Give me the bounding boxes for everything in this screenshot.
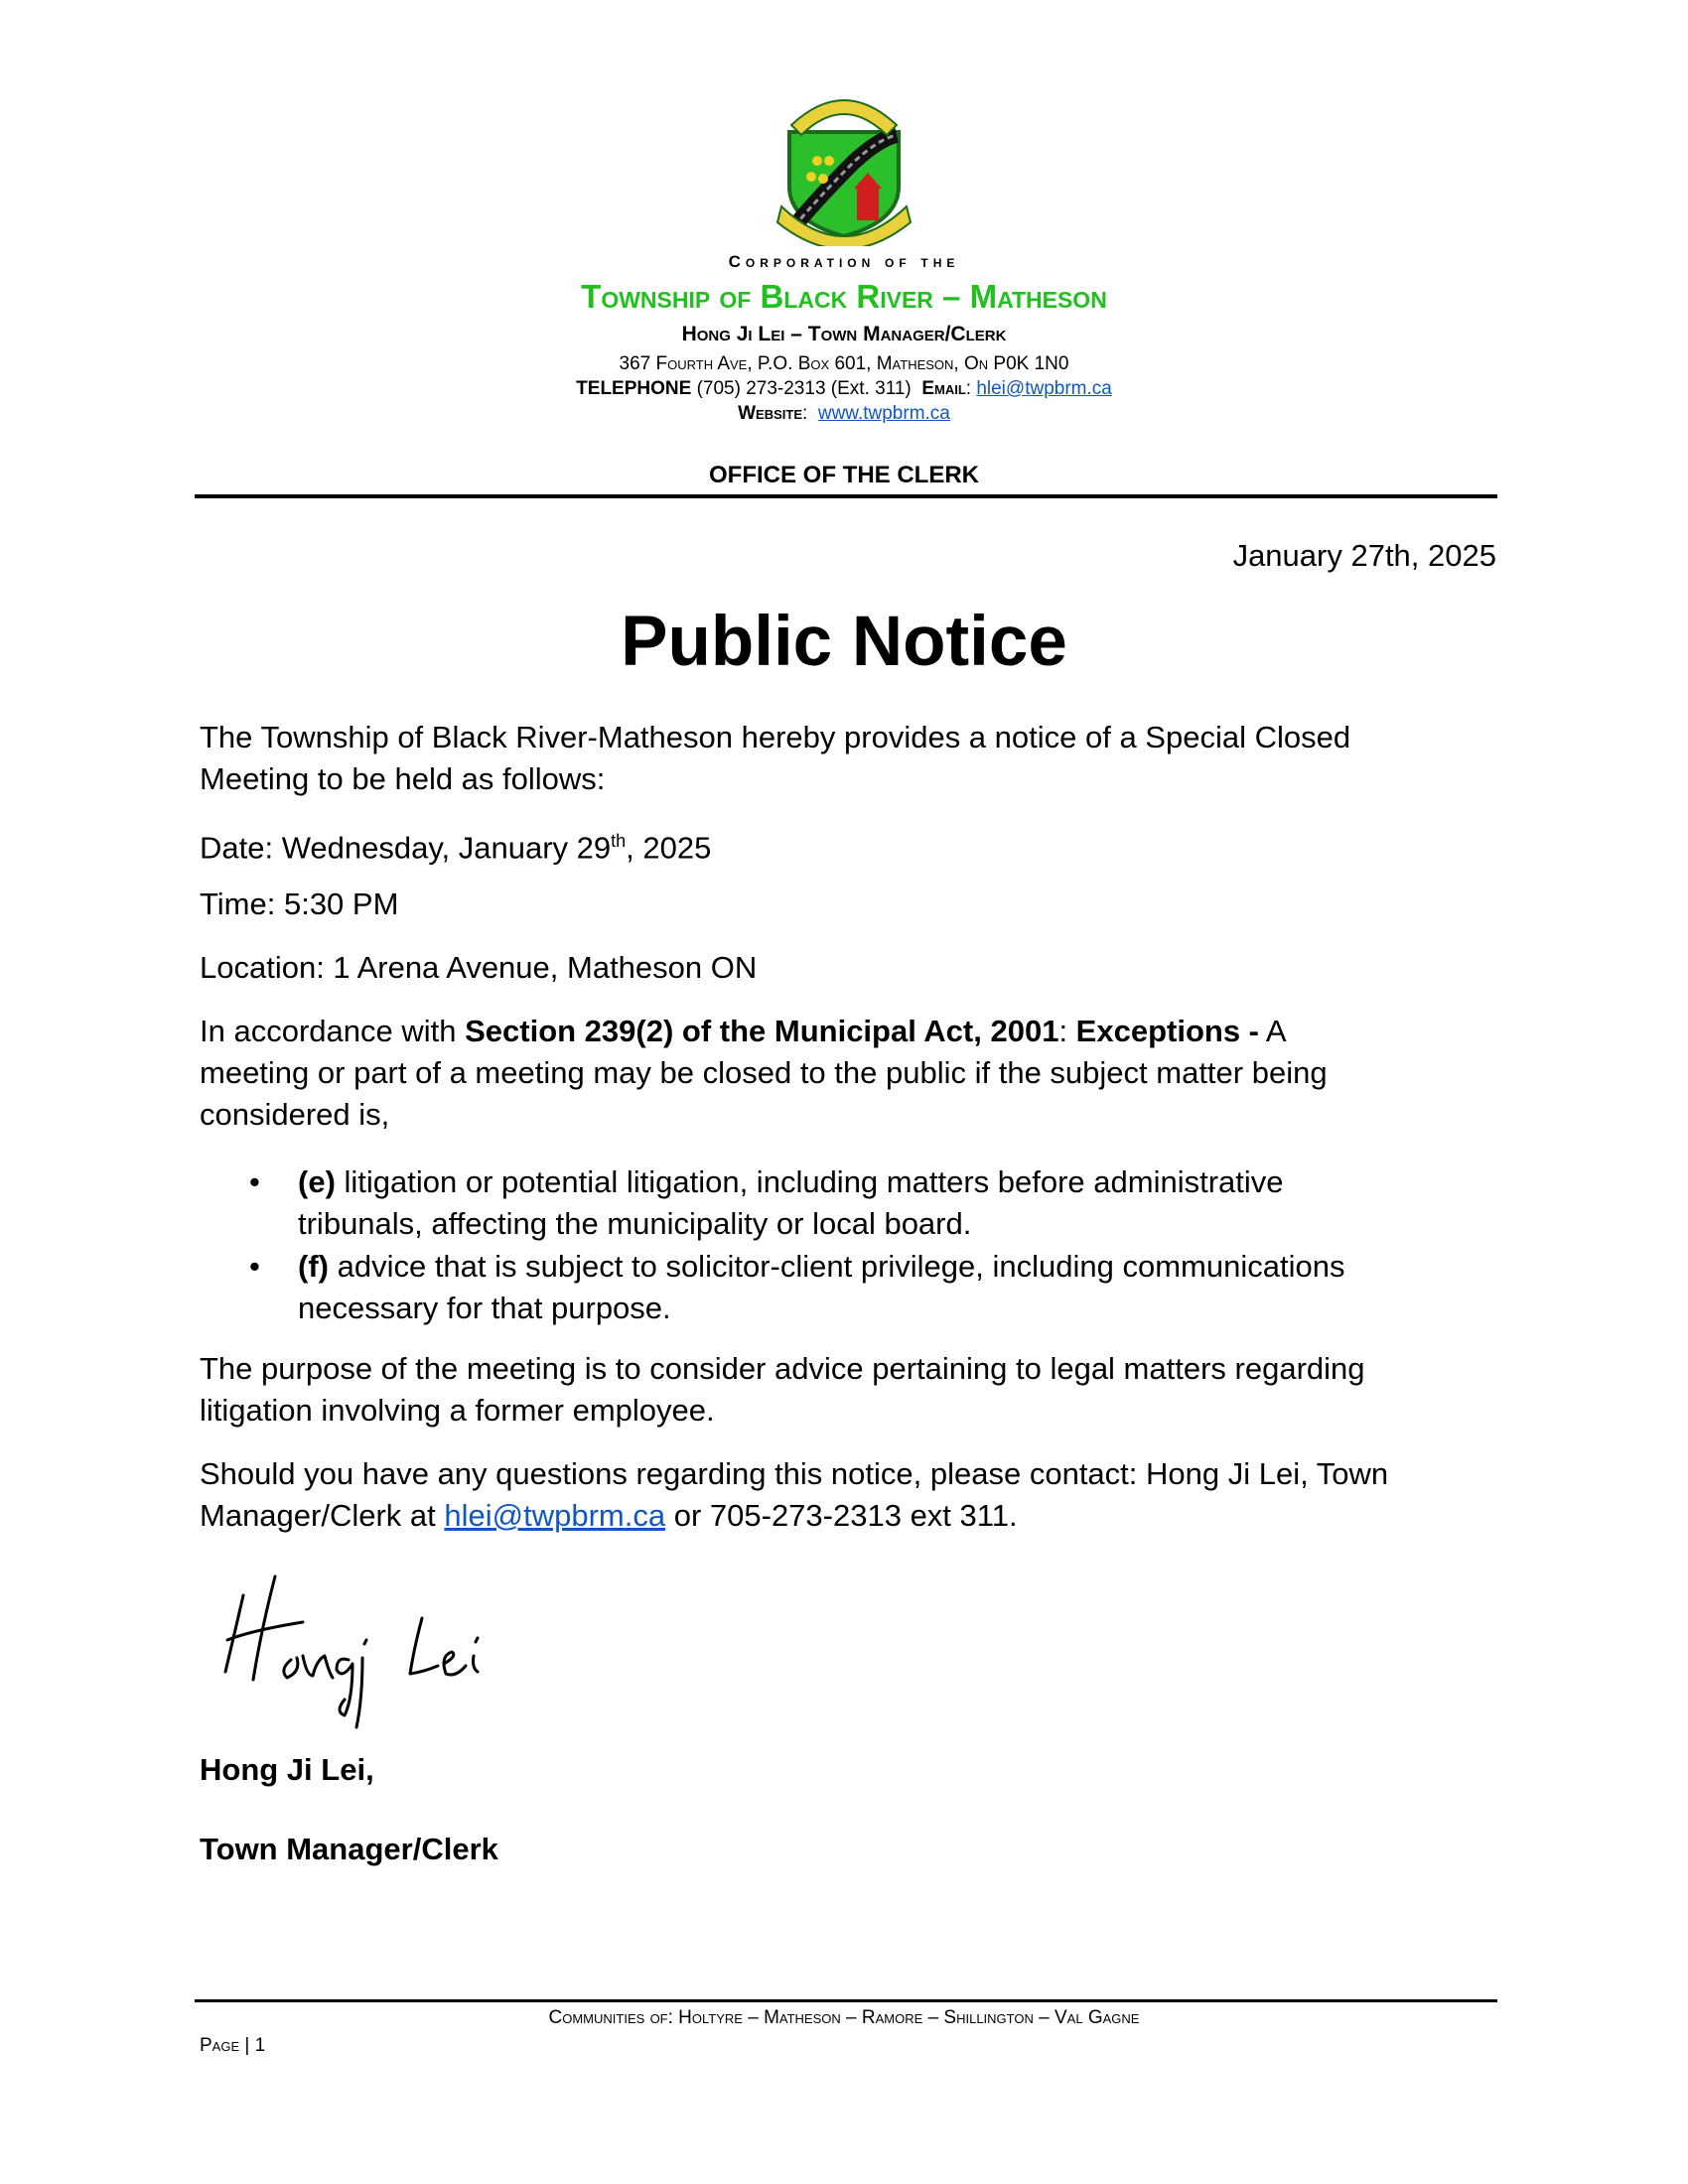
address-line: 367 Fourth Ave, P.O. Box 601, Matheson, On P0K 1N0	[619, 353, 1069, 374]
township-name: Township of Black River – Matheson	[581, 278, 1107, 315]
accordance-line: meeting or part of a meeting may be closed to the public if the subject matter being	[200, 1055, 1328, 1090]
signer-name: Hong Ji Lei,	[200, 1752, 374, 1787]
meeting-date	[200, 820, 1510, 869]
communities-line: Communities of: Holtyre – Matheson – Ramore – Shillington – Val Gagne	[548, 2007, 1140, 2028]
telephone-value: (705) 273-2313 (Ext. 311)	[696, 378, 912, 399]
list-item-line	[298, 1246, 1489, 1288]
meeting-date-year: , 2025	[626, 830, 712, 866]
exception-code: (e)	[298, 1164, 336, 1199]
ordinal-suffix: th	[611, 831, 627, 851]
page-number-value: 1	[254, 2035, 266, 2056]
manager-line: Hong Ji Lei – Town Manager/Clerk	[681, 323, 1007, 345]
handwritten-signature	[213, 1561, 501, 1729]
corporation-heading: Corporation of the	[728, 252, 960, 271]
office-heading: OFFICE OF THE CLERK	[709, 462, 979, 488]
meeting-location: Location: 1 Arena Avenue, Matheson ON	[200, 950, 758, 985]
exception-text: litigation or potential litigation, including matters before administrative	[335, 1164, 1284, 1199]
list-item	[249, 1161, 1489, 1245]
exceptions-label: Exceptions -	[1075, 1014, 1259, 1048]
exception-text: advice that is subject to solicitor-client privilege, including communications	[328, 1249, 1345, 1284]
footer-divider	[195, 1999, 1497, 2002]
bullet-icon: •	[249, 1164, 260, 1199]
purpose-paragraph	[200, 1348, 1510, 1432]
list-item-line: necessary for that purpose.	[298, 1291, 671, 1325]
intro-paragraph	[200, 717, 1510, 800]
website-link[interactable]: www.twpbrm.ca	[817, 403, 950, 424]
list-item-line	[298, 1161, 1489, 1203]
contact-email-link[interactable]: hlei@twpbrm.ca	[444, 1498, 666, 1533]
notice-date: January 27th, 2025	[1232, 538, 1496, 573]
meeting-time: Time: 5:30 PM	[200, 887, 399, 921]
signer-title: Town Manager/Clerk	[200, 1832, 498, 1866]
accordance-rest: A	[1259, 1014, 1287, 1048]
intro-line: The Township of Black River-Matheson hereby provides a notice of a Special Closed	[200, 720, 1351, 754]
purpose-line: The purpose of the meeting is to consider advice pertaining to legal matters regarding	[200, 1351, 1365, 1386]
email-label: Email	[921, 378, 966, 399]
page-number: Page | 1	[200, 2035, 266, 2056]
purpose-line: litigation involving a former employee.	[200, 1393, 715, 1428]
contact-line: Should you have any questions regarding this notice, please contact: Hong Ji Lei, Town	[200, 1456, 1389, 1491]
contact-phone: or 705-273-2313 ext 311.	[665, 1498, 1018, 1533]
contact-paragraph	[200, 1453, 1510, 1537]
notice-title: Public Notice	[621, 603, 1067, 681]
meeting-date-text: Date: Wednesday, January 29	[200, 830, 612, 866]
intro-line: Meeting to be held as follows:	[200, 761, 606, 796]
header-divider	[195, 494, 1497, 498]
contact-line	[200, 1495, 1510, 1537]
accordance-line	[200, 1011, 1510, 1052]
accordance-prefix: In accordance with	[200, 1014, 466, 1048]
contact-line: TELEPHONE (705) 273-2313 (Ext. 311) Email: hlei@twpbrm.ca	[576, 378, 1112, 399]
accordance-paragraph	[200, 1011, 1510, 1136]
bullet-icon: •	[249, 1249, 260, 1284]
page-label: Page	[200, 2035, 240, 2056]
list-item-line: tribunals, affecting the municipality or local board.	[298, 1206, 972, 1241]
list-item	[249, 1246, 1489, 1329]
section-reference: Section 239(2) of the Municipal Act, 2001	[465, 1014, 1059, 1048]
website-line: Website: www.twpbrm.ca	[738, 403, 950, 424]
township-crest-logo	[760, 77, 928, 246]
website-label: Website	[738, 403, 802, 424]
contact-prefix: Manager/Clerk at	[200, 1498, 445, 1533]
telephone-label: TELEPHONE	[576, 378, 692, 399]
accordance-colon: :	[1058, 1014, 1076, 1048]
exception-code: (f)	[298, 1249, 329, 1284]
email-link[interactable]: hlei@twpbrm.ca	[976, 378, 1112, 399]
accordance-line: considered is,	[200, 1097, 390, 1132]
